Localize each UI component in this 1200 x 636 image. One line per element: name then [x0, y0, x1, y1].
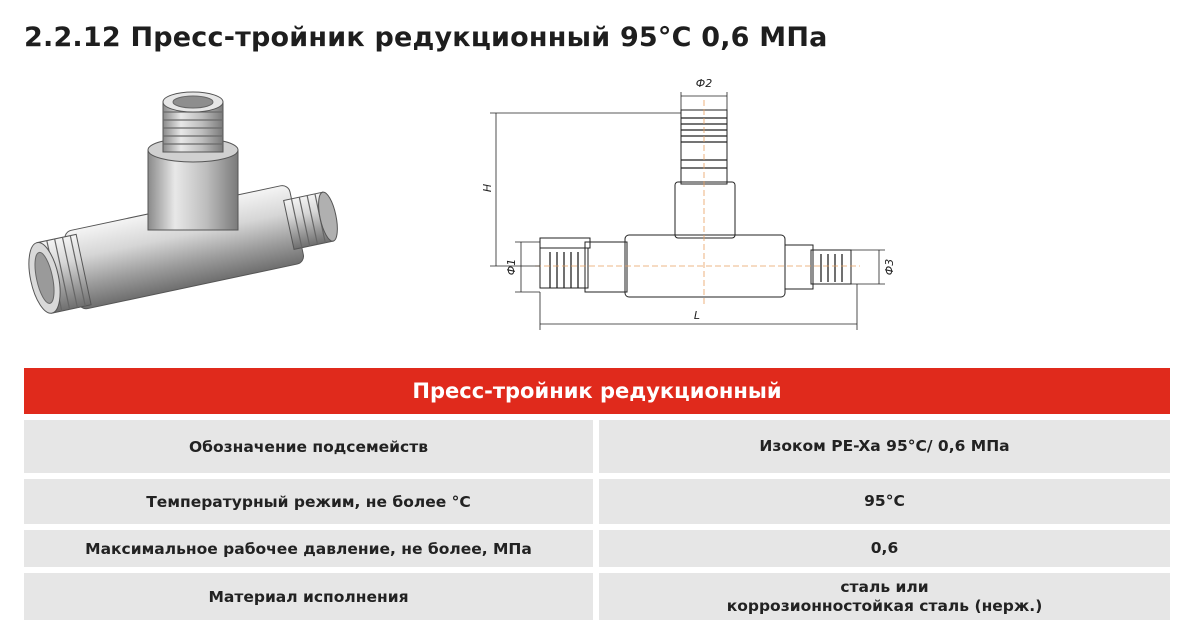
row-label: Обозначение подсемейств	[24, 420, 593, 473]
page-title: 2.2.12 Пресс-тройник редукционный 95°С 0,6 МПа	[24, 22, 828, 53]
row-value: Изоком PE-Xa 95°С/ 0,6 МПа	[599, 420, 1170, 473]
row-value: сталь или коррозионностойкая сталь (нерж.)	[599, 573, 1170, 620]
row-label: Материал исполнения	[24, 573, 593, 620]
dim-h-label: H	[481, 183, 494, 193]
product-image	[30, 80, 360, 340]
dim-l-label: L	[693, 309, 701, 322]
dim-d3-label: Ф3	[883, 258, 896, 276]
row-label: Максимальное рабочее давление, не более, МПа	[24, 530, 593, 567]
row-label: Температурный режим, не более °С	[24, 479, 593, 524]
table-row	[24, 420, 1170, 473]
table-row	[24, 573, 1170, 620]
row-value: 0,6	[599, 530, 1170, 567]
dim-d1-label: Ф1	[505, 258, 518, 276]
table-header: Пресс-тройник редукционный	[24, 368, 1170, 414]
technical-drawing	[481, 70, 905, 340]
row-value: 95°С	[599, 479, 1170, 524]
table-row	[24, 479, 1170, 524]
spec-table	[24, 368, 1170, 620]
table-row	[24, 530, 1170, 567]
dim-d2-label: Ф2	[695, 77, 713, 90]
